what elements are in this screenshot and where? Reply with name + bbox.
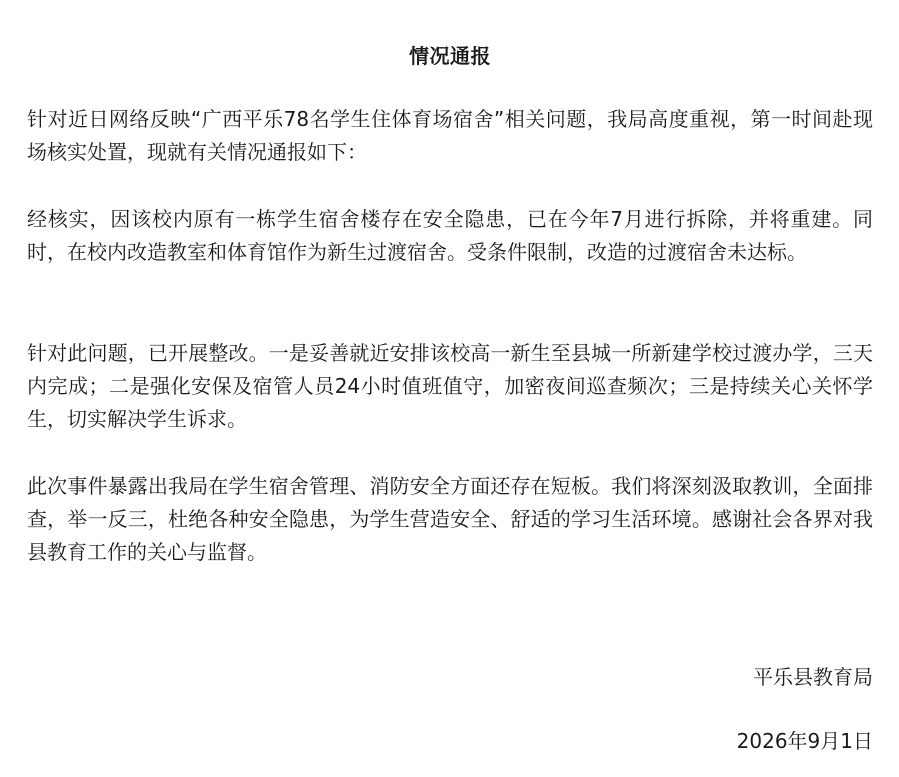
- issuer-signature: 平乐县教育局: [753, 665, 873, 689]
- page-title: 情况通报: [409, 44, 491, 68]
- paragraph-rectification: 针对此问题，已开展整改。一是妥善就近安排该校高一新生至县城一所新建学校过渡办学，三天内完成；二是强化安保及宿管人员24小时值班值守，加密夜间巡查频次；三是持续关心关怀学生，切实解决学生诉求。: [27, 341, 873, 431]
- paragraph-intro: 针对近日网络反映“广西平乐78名学生住体育场宿舍”相关问题，我局高度重视，第一时间赴现场核实处置，现就有关情况通报如下：: [27, 107, 873, 164]
- paragraph-findings: 经核实，因该校内原有一栋学生宿舍楼存在安全隐患，已在今年7月进行拆除，并将重建。同时，在校内改造教室和体育馆作为新生过渡宿舍。受条件限制，改造的过渡宿舍未达标。: [27, 207, 873, 264]
- paragraph-conclusion: 此次事件暴露出我局在学生宿舍管理、消防安全方面还存在短板。我们将深刻汲取教训，全面排查，举一反三，杜绝各种安全隐患，为学生营造安全、舒适的学习生活环境。感谢社会各界对我县教育工作的关心与监督。: [27, 474, 873, 564]
- issue-date: 2026年9月1日: [736, 729, 873, 753]
